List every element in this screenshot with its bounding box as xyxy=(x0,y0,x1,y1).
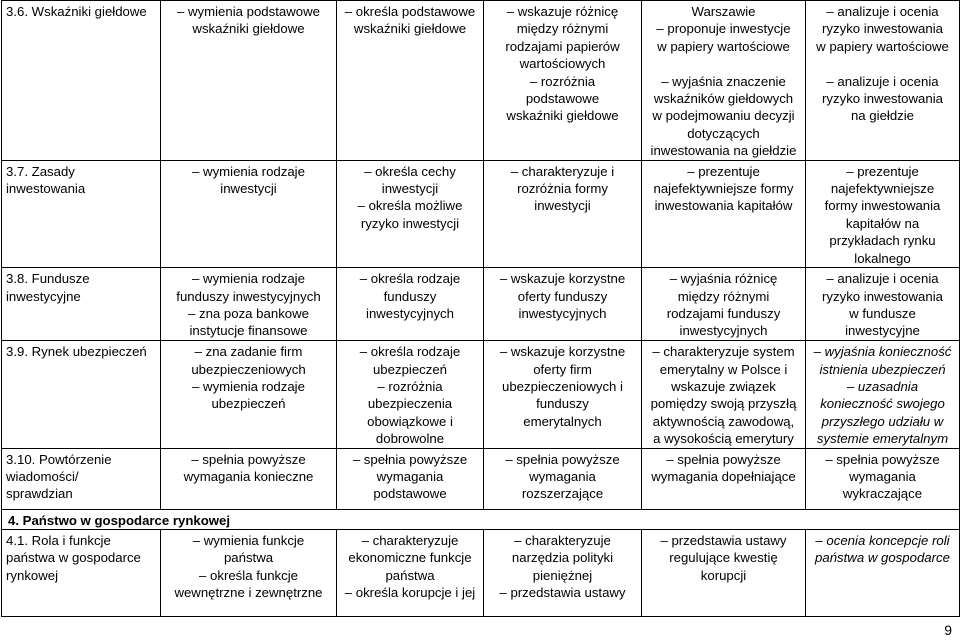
requirement-line: – charakteryzuje i xyxy=(510,163,615,179)
requirement-line: – spełnia powyższe xyxy=(352,451,468,467)
topic-cell xyxy=(2,341,161,448)
requirements-table xyxy=(1,0,960,617)
requirement-line: – przedstawia ustawy xyxy=(660,532,787,548)
requirement-line: rodzajami funduszy xyxy=(666,305,781,321)
requirement-line: – wskazuje różnicę xyxy=(506,4,619,19)
requirement-cell xyxy=(337,268,484,341)
requirement-line: najefektywniejsze formy xyxy=(653,181,794,197)
requirement-line: wskaźniki giełdowe xyxy=(506,108,619,124)
requirement-cell xyxy=(642,160,806,267)
requirement-cell xyxy=(484,1,642,161)
requirement-line: – spełnia powyższe xyxy=(666,451,781,467)
requirement-line: przyszłego udziału w xyxy=(821,413,944,429)
requirement-line: wskaźniki giełdowe xyxy=(192,21,305,37)
requirement-line: – wymienia rodzaje xyxy=(192,271,305,287)
table-row xyxy=(2,448,960,509)
requirement-cell xyxy=(337,160,484,267)
requirement-line: – zna zadanie firm xyxy=(194,344,303,360)
requirement-line: – wymienia rodzaje xyxy=(192,163,305,179)
requirement-line: najefektywniejsze xyxy=(830,181,935,197)
topic-line: rynkowej xyxy=(6,567,59,583)
requirement-line: – charakteryzuje system xyxy=(652,344,795,360)
topic-line: inwestycyjne xyxy=(6,288,81,304)
requirement-line: formy inwestowania xyxy=(824,198,941,214)
requirement-cell xyxy=(642,341,806,448)
requirement-line: pomiędzy swoją przyszłą xyxy=(650,396,797,412)
requirement-line: inwestycji xyxy=(381,181,439,197)
topic-line: 4.1. Rola i funkcje xyxy=(6,532,111,548)
requirement-line: – określa rodzaje xyxy=(359,344,461,360)
requirement-line: rozróżnia formy xyxy=(517,181,608,197)
requirement-cell xyxy=(161,448,337,509)
requirement-line: instytucje finansowe xyxy=(189,323,308,339)
requirement-line: – wskazuje korzystne xyxy=(499,344,626,360)
requirement-line: ubezpieczenia xyxy=(367,396,453,412)
requirement-line: dotyczących xyxy=(687,125,760,141)
requirement-cell xyxy=(484,341,642,448)
requirement-line: kapitałów na xyxy=(845,215,920,231)
requirement-cell xyxy=(161,529,337,616)
requirement-cell xyxy=(484,529,642,616)
requirement-line: ekonomiczne funkcje xyxy=(348,550,472,566)
requirement-line: – zna poza bankowe xyxy=(188,305,309,321)
requirement-line: ubezpieczeniowych xyxy=(191,361,306,377)
requirement-line: narzędzia polityki xyxy=(511,550,614,566)
requirement-line: wskaźników giełdowych xyxy=(653,91,794,107)
requirement-line: ryzyko inwestowania xyxy=(822,91,943,107)
requirement-line: – określa rodzaje xyxy=(359,271,461,287)
requirement-line: w papiery wartościowe xyxy=(816,38,949,54)
requirement-cell xyxy=(642,1,806,161)
requirement-line: inwestycyjnych xyxy=(518,305,607,321)
requirement-line: oferty firm xyxy=(533,361,592,377)
requirement-line: rodzajami papierów xyxy=(505,38,620,54)
requirement-line: inwestycyjnych xyxy=(366,305,454,321)
requirement-line: – analizuje i ocenia xyxy=(826,4,939,19)
requirement-cell xyxy=(337,529,484,616)
requirement-cell xyxy=(484,268,642,341)
requirement-line: przykładach rynku xyxy=(829,233,936,249)
topic-cell xyxy=(2,160,161,267)
requirement-line: obowiązkowe i xyxy=(367,413,453,429)
topic-line: państwa w gospodarce xyxy=(6,550,141,566)
requirement-cell xyxy=(642,448,806,509)
requirement-line: – wymienia funkcje xyxy=(192,532,305,548)
requirement-line: emerytalny w Polsce i xyxy=(659,361,788,377)
requirement-cell xyxy=(161,1,337,161)
table-row xyxy=(2,341,960,448)
requirement-line: – spełnia powyższe xyxy=(505,451,620,467)
requirement-line: – określa możliwe xyxy=(357,198,463,214)
requirement-line: wymagania dopełniające xyxy=(651,468,796,484)
requirement-line: Warszawie xyxy=(691,4,756,19)
requirement-line: – wskazuje korzystne xyxy=(499,271,626,287)
requirement-line: podstawowe xyxy=(525,91,600,107)
requirement-line: aktywnością zawodową, xyxy=(652,413,795,429)
requirement-line: rozszerzające xyxy=(521,486,604,502)
requirement-cell xyxy=(337,341,484,448)
requirement-line: inwestycyjne xyxy=(845,323,920,339)
topic-line: sprawdzian xyxy=(6,486,73,502)
requirement-cell xyxy=(806,1,960,161)
topic-line: inwestowania xyxy=(6,181,86,197)
requirement-line: systemie emerytalnym xyxy=(816,431,949,447)
requirement-line: – ocenia koncepcje roli xyxy=(815,532,950,548)
topic-cell xyxy=(2,529,161,616)
requirement-line: – prezentuje xyxy=(846,163,919,179)
requirement-line: – analizuje i ocenia xyxy=(826,73,939,89)
requirement-line: funduszy xyxy=(536,396,589,412)
section-heading: 4. Państwo w gospodarce rynkowej xyxy=(2,509,960,529)
requirement-line: w fundusze xyxy=(849,305,916,321)
topic-line: 3.7. Zasady xyxy=(6,163,75,179)
topic-line: wiadomości/ xyxy=(6,468,79,484)
table-row xyxy=(2,268,960,341)
requirement-line: w podejmowaniu decyzji xyxy=(652,108,795,124)
requirement-line: – charakteryzuje xyxy=(514,532,611,548)
requirement-line: inwestycyjnych xyxy=(679,323,768,339)
requirement-line: funduszy xyxy=(383,288,437,304)
requirement-line: – analizuje i ocenia xyxy=(826,271,939,287)
table-row xyxy=(2,529,960,616)
requirement-line: wewnętrzne i zewnętrzne xyxy=(174,585,323,601)
requirement-line: inwestowania na giełdzie xyxy=(650,143,797,159)
requirement-line: – wyjaśnia znaczenie xyxy=(661,73,786,89)
requirement-line: wartościowych xyxy=(519,56,606,72)
requirement-cell xyxy=(484,448,642,509)
requirement-line: w papiery wartościowe xyxy=(657,38,790,54)
requirement-line: – określa funkcje xyxy=(199,567,298,583)
requirement-line: konieczność swojego xyxy=(820,396,945,412)
requirement-line: wskazuje związek xyxy=(671,378,776,394)
requirement-line: regulujące kwestię xyxy=(669,550,778,566)
table-row xyxy=(2,160,960,267)
requirement-line: inwestowania kapitałów xyxy=(654,198,793,214)
requirement-cell xyxy=(642,268,806,341)
requirement-line: ubezpieczeń xyxy=(372,361,448,377)
requirement-cell xyxy=(161,160,337,267)
requirement-line: ryzyko inwestowania xyxy=(822,21,943,37)
requirement-line: – rozróżnia xyxy=(377,378,443,394)
requirement-line: na giełdzie xyxy=(850,108,915,124)
topic-line: 3.6. Wskaźniki giełdowe xyxy=(6,4,147,19)
requirement-line: – wyjaśnia różnicę xyxy=(669,271,778,287)
topic-line: 3.9. Rynek ubezpieczeń xyxy=(6,344,147,360)
topic-line: 3.8. Fundusze xyxy=(6,271,90,287)
topic-cell xyxy=(2,268,161,341)
requirement-line: – prezentuje xyxy=(687,163,760,179)
requirement-line: inwestycji xyxy=(220,181,277,197)
requirement-line: lokalnego xyxy=(854,250,911,266)
requirement-line: – wyjaśnia konieczność xyxy=(813,344,952,360)
requirement-line: między różnymi xyxy=(677,288,770,304)
requirement-line: państwa w gospodarce xyxy=(815,550,950,566)
requirement-line: pieniężnej xyxy=(532,567,593,583)
requirement-line: wskaźniki giełdowe xyxy=(353,21,467,37)
requirement-line: ryzyko inwestycji xyxy=(360,215,460,231)
topic-cell xyxy=(2,448,161,509)
requirement-line: – określa cechy xyxy=(364,163,456,179)
topic-cell xyxy=(2,1,161,161)
requirement-line: – proponuje inwestycje xyxy=(656,21,791,37)
requirement-line: wymagania xyxy=(529,468,596,484)
requirement-cell xyxy=(484,160,642,267)
requirement-line: a wysokością emerytury xyxy=(653,431,794,447)
requirement-line: oferty funduszy xyxy=(517,288,608,304)
requirement-line: wymagania xyxy=(849,468,916,484)
requirement-cell xyxy=(337,448,484,509)
requirement-cell xyxy=(806,160,960,267)
requirement-line: wymagania konieczne xyxy=(183,468,314,484)
requirement-line: państwa xyxy=(385,567,435,583)
requirement-line: podstawowe xyxy=(373,486,447,502)
requirement-line: wykraczające xyxy=(842,486,923,502)
requirement-line: – określa korupcje i jej xyxy=(344,585,476,601)
requirement-line: korupcji xyxy=(700,567,747,583)
requirement-line: – uzasadnia xyxy=(846,378,919,394)
requirement-cell xyxy=(161,341,337,448)
requirement-line: między różnymi xyxy=(516,21,609,37)
requirement-cell xyxy=(806,529,960,616)
requirement-line: dobrowolne xyxy=(375,431,445,447)
requirement-line: ryzyko inwestowania xyxy=(822,288,943,304)
requirement-line: państwa xyxy=(223,550,274,566)
requirement-line xyxy=(646,55,801,72)
requirement-line: istnienia ubezpieczeń xyxy=(819,361,946,377)
requirement-line: inwestycji xyxy=(534,198,591,214)
requirement-cell xyxy=(642,529,806,616)
requirement-cell xyxy=(161,268,337,341)
requirement-line: – wymienia podstawowe xyxy=(177,4,320,19)
requirement-line xyxy=(810,55,955,72)
requirement-line: ubezpieczeń xyxy=(211,396,286,412)
requirement-line: funduszy inwestycyjnych xyxy=(176,288,321,304)
requirement-line: – wymienia rodzaje xyxy=(192,378,305,394)
requirement-line: – przedstawia ustawy xyxy=(499,585,626,601)
requirement-cell xyxy=(806,268,960,341)
requirement-line: – określa podstawowe xyxy=(344,4,476,19)
requirement-line: wymagania xyxy=(376,468,444,484)
table-row xyxy=(2,1,960,161)
requirement-cell xyxy=(806,341,960,448)
requirement-line: emerytalnych xyxy=(523,413,602,429)
requirement-line: – charakteryzuje xyxy=(361,532,459,548)
page-number: 9 xyxy=(944,622,952,638)
requirement-line: ubezpieczeniowych i xyxy=(502,378,623,394)
section-row xyxy=(2,509,960,529)
requirement-line: – spełnia powyższe xyxy=(825,451,940,467)
requirement-cell xyxy=(337,1,484,161)
requirement-line: – rozróżnia xyxy=(529,73,596,89)
topic-line: 3.10. Powtórzenie xyxy=(6,451,112,467)
requirement-cell xyxy=(806,448,960,509)
requirement-line: – spełnia powyższe xyxy=(191,451,306,467)
